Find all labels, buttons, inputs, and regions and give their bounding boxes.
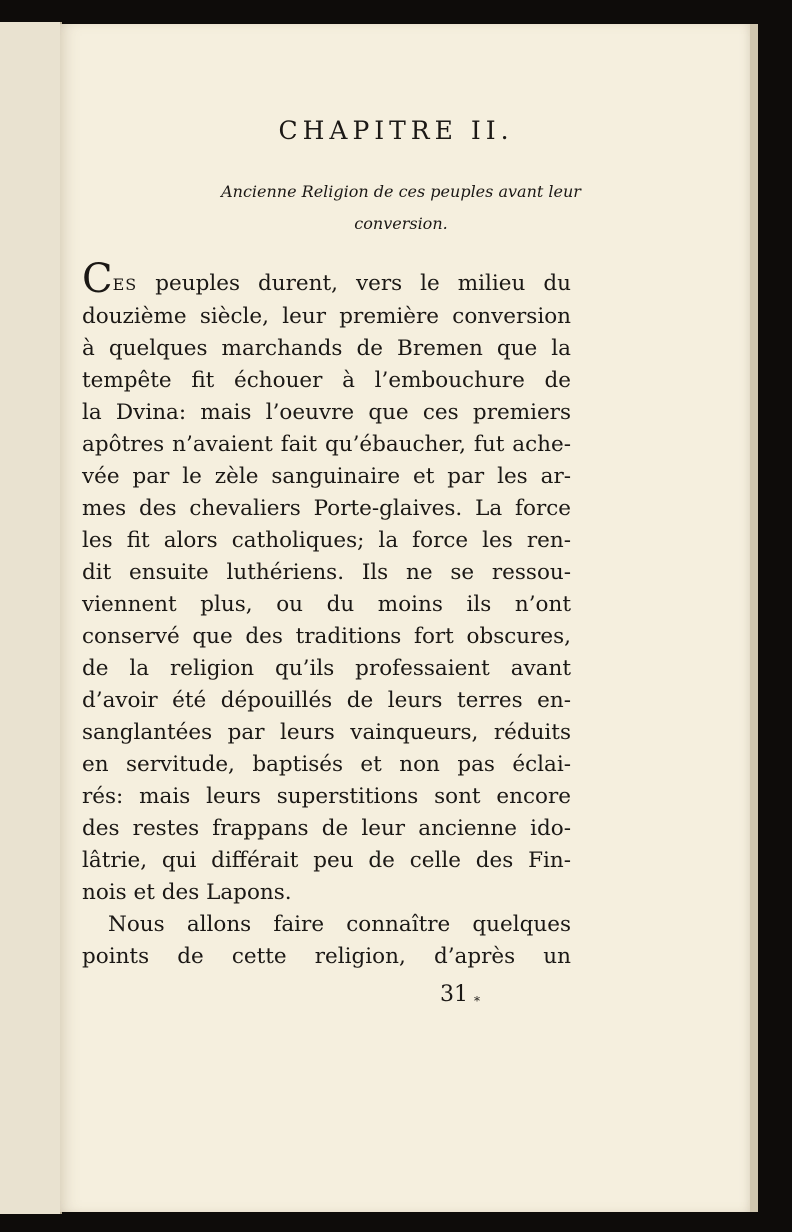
subtitle-line: Ancienne Religion de ces peuples avant leur	[221, 182, 581, 201]
text-line: nois et des Lapons.	[82, 880, 292, 905]
drop-cap: C	[82, 256, 113, 302]
chapter-heading: CHAPITRE II.	[278, 116, 514, 145]
small-caps: ES	[112, 275, 138, 294]
chapter-subtitle	[60, 176, 742, 240]
text-line: tempête fit échouer à l’embouchure de	[82, 368, 571, 393]
text-line: en servitude, baptisés et non pas éclai-	[82, 752, 571, 777]
paragraph-2	[82, 909, 571, 973]
text-line: apôtres n’avaient fait qu’ébaucher, fut ache-	[82, 432, 571, 457]
text-line: à quelques marchands de Bremen que la	[82, 336, 571, 361]
signature-number: 31	[440, 982, 468, 1007]
text-line: sanglantées par leurs vainqueurs, réduits	[82, 720, 571, 745]
text-line: dit ensuite luthériens. Ils ne se ressou-	[82, 560, 571, 585]
body-text	[82, 256, 571, 973]
text-line: vée par le zèle sanguinaire et par les ar-	[82, 464, 571, 489]
text-line: Nous allons faire connaître quelques	[108, 912, 571, 937]
text-line: rés: mais leurs superstitions sont encore	[82, 784, 571, 809]
page-edge-right	[750, 24, 758, 1212]
text-line: les fit alors catholiques; la force les ren-	[82, 528, 571, 553]
paragraph-1	[82, 256, 571, 909]
facing-page-edge	[0, 22, 62, 1214]
subtitle-line: conversion.	[354, 214, 448, 233]
text-line: viennent plus, ou du moins ils n’ont	[82, 592, 571, 617]
line-text: peuples durent, vers le milieu du	[137, 271, 571, 296]
text-line: des restes frappans de leur ancienne ido-	[82, 816, 571, 841]
text-line	[82, 256, 571, 302]
text-line: conservé que des traditions fort obscures,	[82, 624, 571, 649]
text-line: la Dvina: mais l’oeuvre que ces premiers	[82, 400, 571, 425]
text-line: points de cette religion, d’après un	[82, 944, 571, 969]
asterisk-mark: *	[474, 994, 480, 1008]
signature-mark	[440, 982, 480, 1008]
text-line: douzième siècle, leur première conversion	[82, 304, 571, 329]
text-line: de la religion qu’ils professaient avant	[82, 656, 571, 681]
text-line: mes des chevaliers Porte-glaives. La force	[82, 496, 571, 521]
text-line: d’avoir été dépouillés de leurs terres en-	[82, 688, 571, 713]
text-line: lâtrie, qui différait peu de celle des Fin-	[82, 848, 571, 873]
